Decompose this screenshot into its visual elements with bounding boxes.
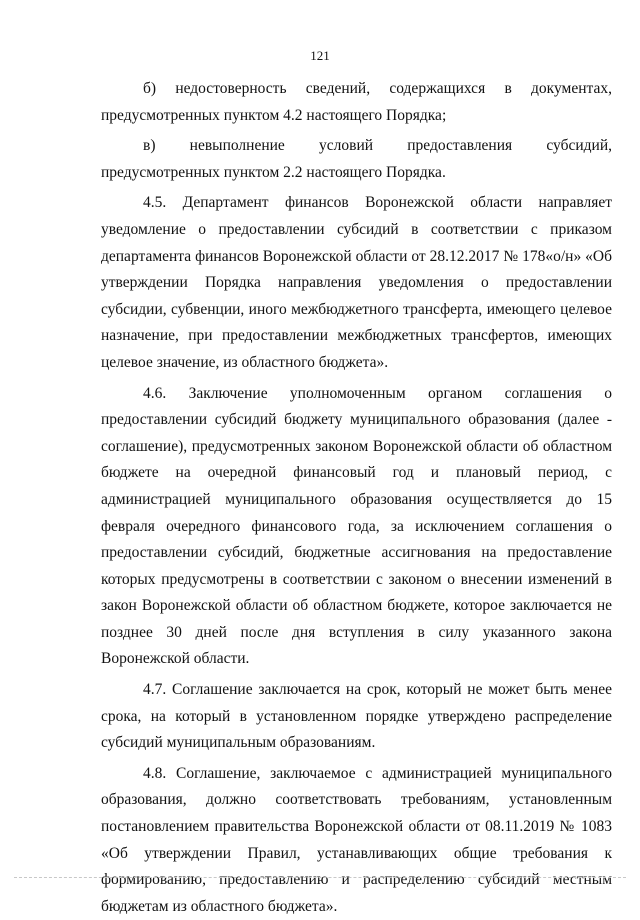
scan-edge-divider xyxy=(14,877,626,878)
paragraph-4-6: 4.6. Заключение уполномоченным органом соглашения о предоставлении субсидий бюджету муниципального образования (далее - соглашение), предусмотренных законом Воронежской области об областном бюджете на очередной финансовый год и плановый период, с администрацией муниципального образования осуществляется до 15 февраля очередного финансового года, за исключением соглашения о предоставлении субсидий, бюджетные ассигнования на предоставление которых предусмотрены в соответствии с законом о внесении изменений в закон Воронежской области об областном бюджете, которое заключается не позднее 30 дней после дня вступления в силу указанного закона Воронежской области. xyxy=(101,384,612,668)
page-number: 121 xyxy=(310,48,330,63)
paragraph-b-unreliable-info: б) недостоверность сведений, содержащихся в документах, предусмотренных пунктом 4.2 настоящего Порядка; xyxy=(101,80,612,124)
paragraph-4-7: 4.7. Соглашение заключается на срок, который не может быть менее срока, на который в установленном порядке утверждено распределение субсидий муниципальным образованиям. xyxy=(101,681,612,752)
document-body xyxy=(101,76,612,920)
paragraph-v-conditions-not-met: в) невыполнение условий предоставления субсидий, предусмотренных пунктом 2.2 настоящего Порядка. xyxy=(101,137,612,181)
paragraph-4-5: 4.5. Департамент финансов Воронежской области направляет уведомление о предоставлении субсидий в соответствии с приказом департамента финансов Воронежской области от 28.12.2017 № 178«о/н» «Об утверждении Порядка направления уведомления о предоставлении субсидии, субвенции, иного межбюджетного трансферта, имеющего целевое назначение, при предоставлении межбюджетных трансфертов, имеющих целевое значение, из областного бюджета». xyxy=(101,194,612,371)
paragraph-4-8: 4.8. Соглашение, заключаемое с администрацией муниципального образования, должно соответствовать требованиям, установленным постановлением правительства Воронежской области от 08.11.2019 № 1083 «Об утверждении Правил, устанавливающих общие требования к формированию, предоставлению и распределению субсидий местным бюджетам из областного бюджета». xyxy=(101,764,612,915)
